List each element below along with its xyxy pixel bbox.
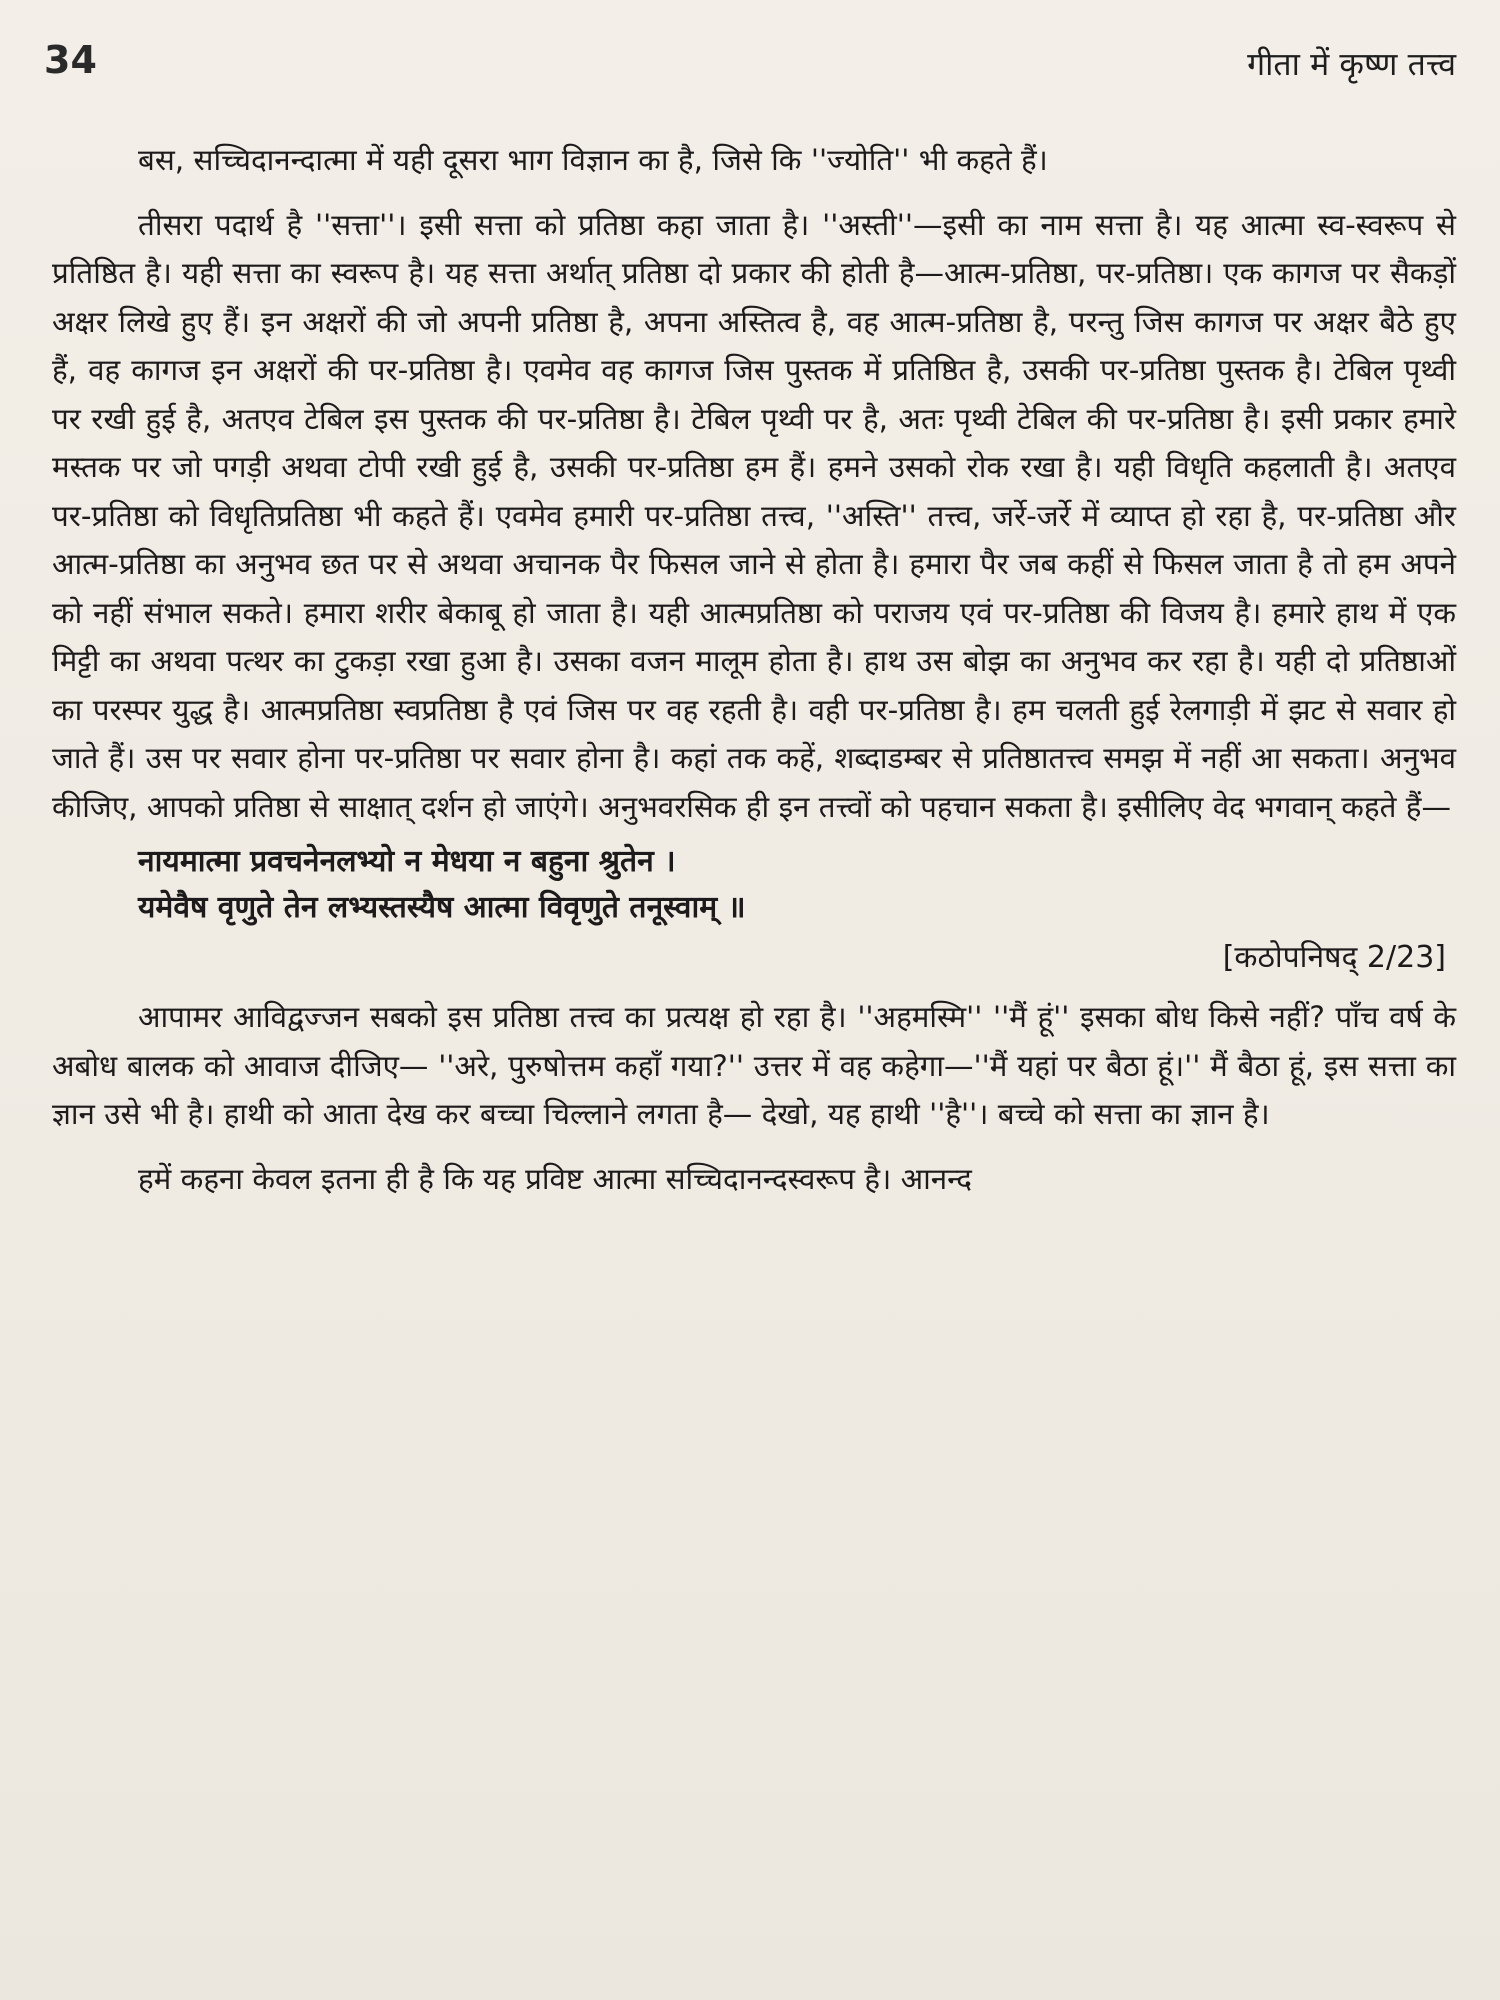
paragraph: तीसरा पदार्थ है ''सत्ता''। इसी सत्ता को प्रतिष्ठा कहा जाता है। ''अस्ती''—इसी का नाम सत्ता है। यह आत्मा स्व-स्वरूप से प्रतिष्ठित है। यही सत्ता का स्वरूप है। यह सत्ता अर्थात् प्रतिष्ठा दो प्रकार की होती है—आत्म-प्रतिष्ठा, पर-प्रतिष्ठा। एक कागज पर सैकड़ों अक्षर लिखे हुए हैं। इन अक्षरों की जो अपनी प्रतिष्ठा है, अपना अस्तित्व है, वह आत्म-प्रतिष्ठा है, परन्तु जिस कागज पर अक्षर बैठे हुए हैं, वह कागज इन अक्षरों की पर-प्रतिष्ठा है। एवमेव वह कागज जिस पुस्तक में प्रतिष्ठित है, उसकी पर-प्रतिष्ठा पुस्तक है। टेबिल पृथ्वी पर रखी हुई है, अतएव टेबिल इस पुस्तक की पर-प्रतिष्ठा है। टेबिल पृथ्वी पर है, अतः पृथ्वी टेबिल की पर-प्रतिष्ठा है। इसी प्रकार हमारे मस्तक पर जो पगड़ी अथवा टोपी रखी हुई है, उसकी पर-प्रतिष्ठा हम हैं। हमने उसको रोक रखा है। यही विधृति कहलाती है। अतएव पर-प्रतिष्ठा को विधृतिप्रतिष्ठा भी कहते हैं। एवमेव हमारी पर-प्रतिष्ठा तत्त्व, ''अस्ति'' तत्त्व, जर्रे-जर्रे में व्याप्त हो रहा है, पर-प्रतिष्ठा और आत्म-प्रतिष्ठा का अनुभव छत पर से अथवा अचानक पैर फिसल जाने से होता है। हमारा पैर जब कहीं से फिसल जाता है तो हम अपने को नहीं संभाल सकते। हमारा शरीर बेकाबू हो जाता है। यही आत्मप्रतिष्ठा को पराजय एवं पर-प्रतिष्ठा की विजय है। हमारे हाथ में एक मिट्टी का अथवा पत्थर का टुकड़ा रखा हुआ है। उसका वजन मालूम होता है। हाथ उस बोझ का अनुभव कर रहा है। यही दो प्रतिष्ठाओं का परस्पर युद्ध है। आत्मप्रतिष्ठा स्वप्रतिष्ठा है एवं जिस पर वह रहती है। वही पर-प्रतिष्ठा है। हम चलती हुई रेलगाड़ी में झट से सवार हो जाते हैं। उस पर सवार होना पर-प्रतिष्ठा पर सवार होना है। कहां तक कहें, शब्दाडम्बर से प्रतिष्ठातत्त्व समझ में नहीं आ सकता। अनुभव कीजिए, आपको प्रतिष्ठा से साक्षात् दर्शन हो जाएंगे। अनुभवरसिक ही इन तत्त्वों को पहचान सकता है। इसीलिए वेद भगवान् कहते हैं— [52, 207, 1456, 824]
paragraph: बस, सच्चिदानन्दात्मा में यही दूसरा भाग विज्ञान का है, जिसे कि ''ज्योति'' भी कहते हैं। [138, 143, 1048, 177]
running-title: गीता में कृष्ण तत्त्व [1247, 45, 1456, 83]
page-number: 34 [44, 38, 97, 82]
page-body [52, 136, 1456, 1219]
verse-line: यमेवैष वृणुते तेन लभ्यस्तस्यैष आत्मा विवृणुते तनूस्वाम् ॥ [138, 890, 746, 925]
paragraph: आपामर आविद्वज्जन सबको इस प्रतिष्ठा तत्त्व का प्रत्यक्ष हो रहा है। ''अहमस्मि'' ''मैं हूं'' इसका बोध किसे नहीं? पाँच वर्ष के अबोध बालक को आवाज दीजिए— ''अरे, पुरुषोत्तम कहाँ गया?'' उत्तर में वह कहेगा—''मैं यहां पर बैठा हूं।'' मैं बैठा हूं, इस सत्ता का ज्ञान उसे भी है। हाथी को आता देख कर बच्चा चिल्लाने लगता है— देखो, यह हाथी ''है''। बच्चे को सत्ता का ज्ञान है। [52, 1000, 1456, 1131]
verse-line: नायमात्मा प्रवचनेनलभ्यो न मेधया न बहुना श्रुतेन । [138, 844, 676, 879]
paragraph: हमें कहना केवल इतना ही है कि यह प्रविष्ट आत्मा सच्चिदानन्दस्वरूप है। आनन्द [138, 1161, 972, 1196]
sanskrit-verse [138, 839, 1456, 931]
page-header [44, 28, 1456, 98]
verse-citation: [कठोपनिषद् 2/23] [1222, 940, 1446, 975]
